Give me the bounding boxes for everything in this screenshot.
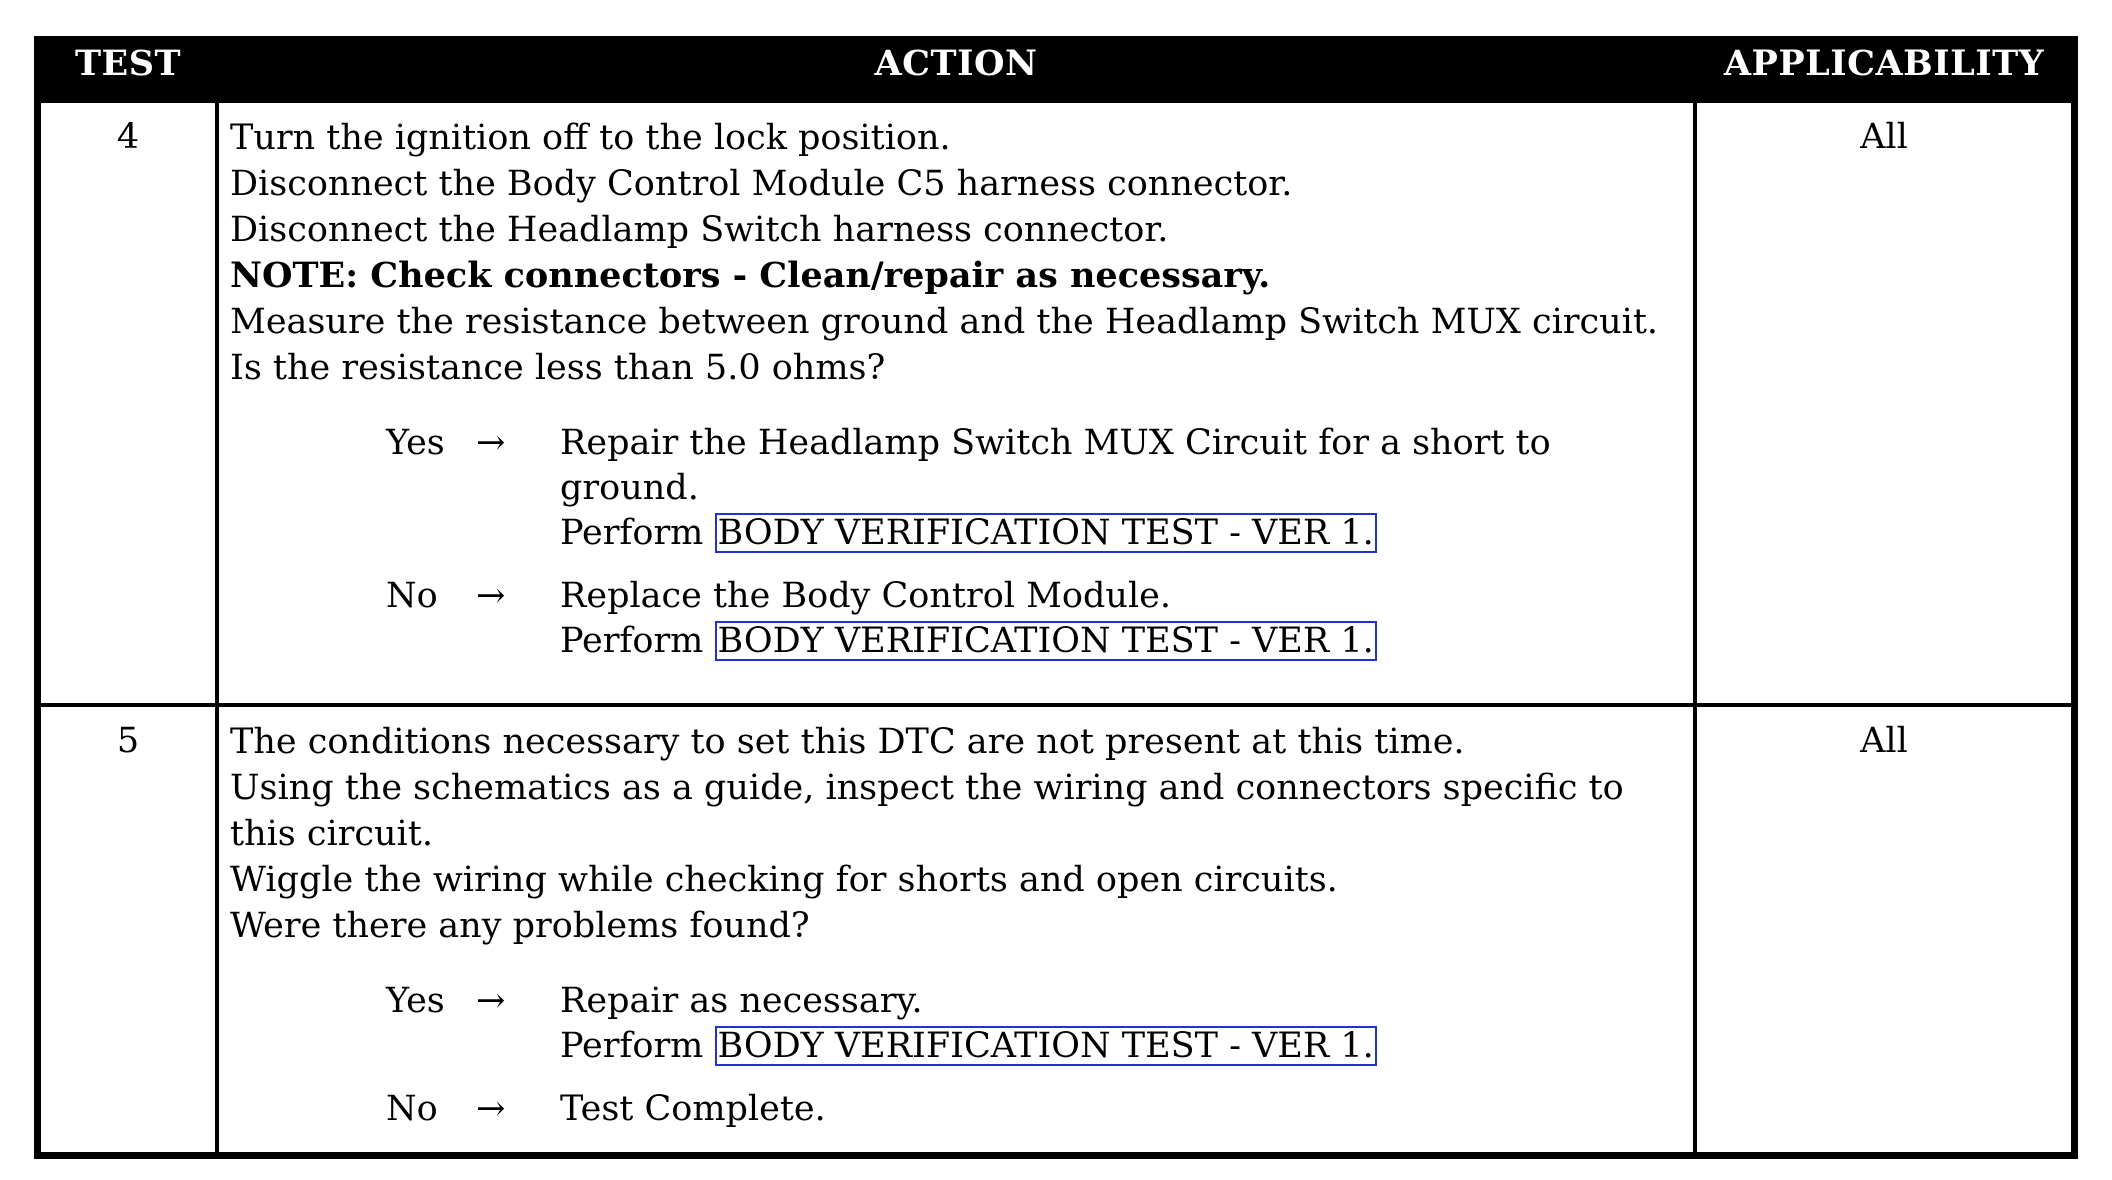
perform-text: Perform xyxy=(560,1026,704,1066)
yes-result xyxy=(560,979,1685,1069)
header-action: ACTION xyxy=(217,43,1695,101)
test-number: 5 xyxy=(41,705,217,1152)
test-number: 4 xyxy=(41,101,217,705)
result-text: Repair the Headlamp Switch MUX Circuit for a short to ground. xyxy=(560,423,1551,508)
no-label: No xyxy=(386,576,438,616)
body-verification-test-link[interactable]: BODY VERIFICATION TEST - VER 1. xyxy=(715,513,1377,553)
yes-branch xyxy=(386,421,1685,556)
header-test: TEST xyxy=(41,43,217,101)
action-line: Disconnect the Body Control Module C5 harness connector. xyxy=(230,164,1293,204)
body-verification-test-link[interactable]: BODY VERIFICATION TEST - VER 1. xyxy=(715,621,1377,661)
applicability-value: All xyxy=(1695,101,2071,705)
result-text: Repair as necessary. xyxy=(560,981,923,1021)
no-branch xyxy=(386,574,1685,664)
note-text: NOTE: Check connectors - Clean/repair as necessary. xyxy=(230,255,1271,296)
action-cell xyxy=(217,101,1695,705)
body-verification-test-link[interactable]: BODY VERIFICATION TEST - VER 1. xyxy=(715,1026,1377,1066)
yes-result xyxy=(560,421,1685,556)
table-row xyxy=(41,101,2071,705)
yes-branch xyxy=(386,979,1685,1069)
table-header-row xyxy=(41,43,2071,101)
action-line: The conditions necessary to set this DTC are not present at this time. xyxy=(230,722,1465,762)
perform-line xyxy=(560,1024,1685,1069)
no-label: No xyxy=(386,1089,438,1129)
right-arrow-icon: → xyxy=(476,1089,506,1129)
yes-label: Yes xyxy=(386,981,445,1021)
action-line: Using the schematics as a guide, inspect the wiring and connectors specific to this circuit. xyxy=(230,768,1624,854)
right-arrow-icon: → xyxy=(476,576,506,616)
table-row xyxy=(41,705,2071,1152)
result-text: Test Complete. xyxy=(560,1089,826,1129)
action-line: Were there any problems found? xyxy=(230,906,810,946)
action-line: Measure the resistance between ground and the Headlamp Switch MUX circuit. xyxy=(230,302,1659,342)
no-result xyxy=(560,1087,1685,1132)
header-applicability: APPLICABILITY xyxy=(1695,43,2071,101)
action-line: Is the resistance less than 5.0 ohms? xyxy=(230,348,886,388)
no-branch xyxy=(386,1087,1685,1132)
right-arrow-icon: → xyxy=(476,423,506,463)
diagnostic-table xyxy=(41,43,2071,1152)
perform-text: Perform xyxy=(560,513,704,553)
right-arrow-icon: → xyxy=(476,981,506,1021)
action-line: Disconnect the Headlamp Switch harness connector. xyxy=(230,210,1169,250)
diagnostic-table-frame xyxy=(34,36,2078,1159)
applicability-value: All xyxy=(1695,705,2071,1152)
action-line: Turn the ignition off to the lock position. xyxy=(230,118,951,158)
perform-text: Perform xyxy=(560,621,704,661)
no-result xyxy=(560,574,1685,664)
perform-line xyxy=(560,619,1685,664)
yes-label: Yes xyxy=(386,423,445,463)
action-line: Wiggle the wiring while checking for shorts and open circuits. xyxy=(230,860,1338,900)
result-text: Replace the Body Control Module. xyxy=(560,576,1171,616)
perform-line xyxy=(560,511,1685,556)
action-cell xyxy=(217,705,1695,1152)
